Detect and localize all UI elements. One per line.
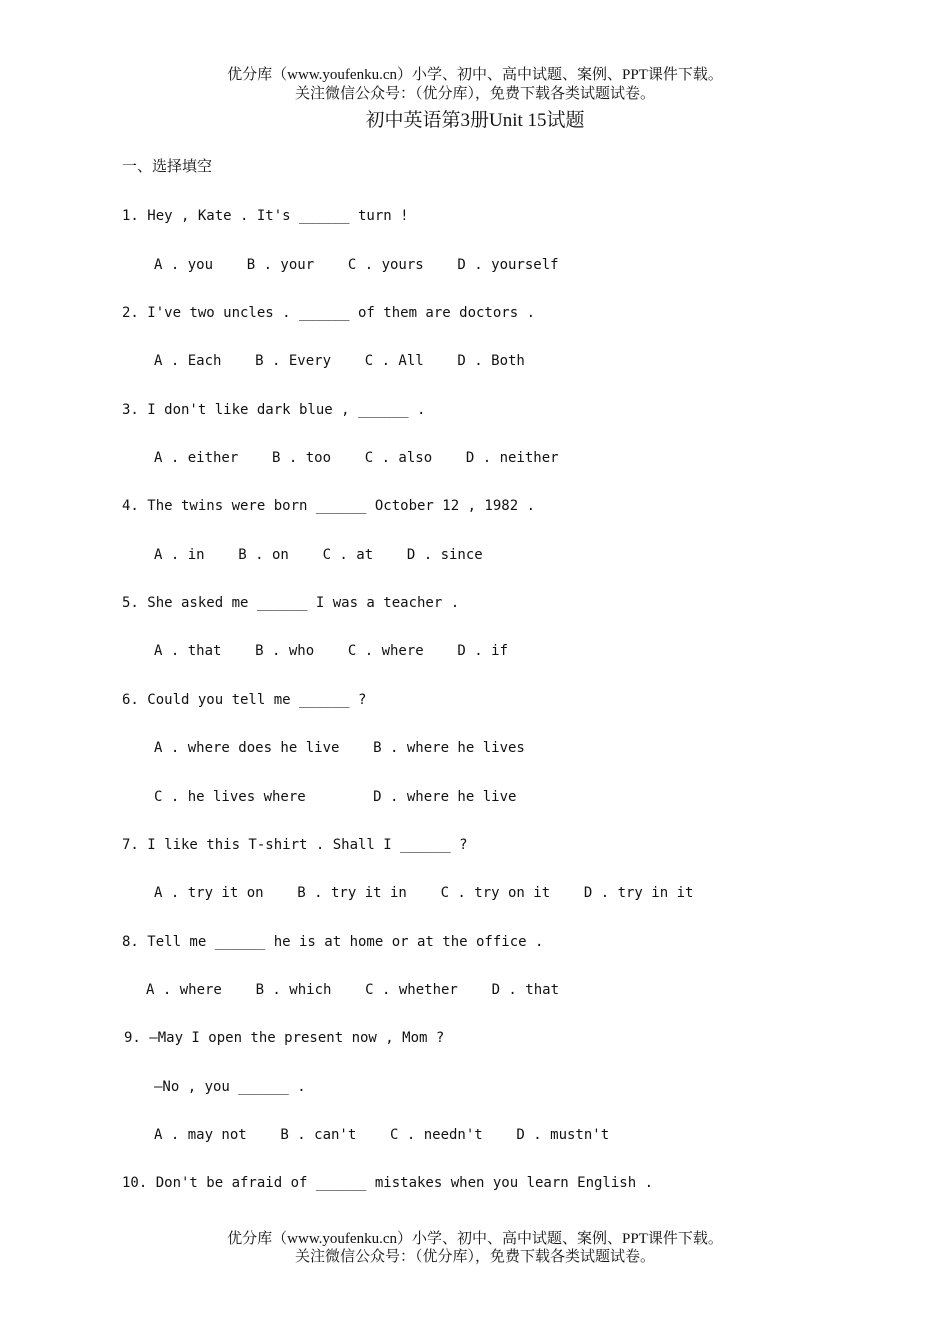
question-6: 6. Could you tell me ______ ? — [122, 692, 367, 708]
options-2: A . Each B . Every C . All D . Both — [154, 353, 525, 369]
question-3: 3. I don't like dark blue , ______ . — [122, 402, 426, 418]
footer-line-1: 优分库（www.youfenku.cn）小学、初中、高中试题、案例、PPT课件下载。 — [227, 1231, 723, 1247]
options-7: A . try it on B . try it in C . try on it D . try in it — [154, 885, 694, 901]
question-4: 4. The twins were born ______ October 12 , 1982 . — [122, 498, 536, 514]
options-1: A . you B . your C . yours D . yourself — [154, 257, 559, 273]
header-line-1: 优分库（www.youfenku.cn）小学、初中、高中试题、案例、PPT课件下载。 — [227, 67, 723, 83]
options-6-row-1: A . where does he live B . where he lives — [154, 740, 525, 756]
options-4: A . in B . on C . at D . since — [154, 547, 483, 563]
question-1: 1. Hey , Kate . It's ______ turn ! — [122, 208, 409, 224]
page-title: 初中英语第3册Unit 15试题 — [365, 110, 585, 131]
options-3: A . either B . too C . also D . neither — [154, 450, 559, 466]
options-6-row-2: C . he lives where D . where he live — [154, 789, 517, 805]
question-10: 10. Don't be afraid of ______ mistakes when you learn English . — [122, 1175, 654, 1191]
options-9: A . may not B . can't C . needn't D . mustn't — [154, 1127, 610, 1143]
question-8: 8. Tell me ______ he is at home or at the office . — [122, 934, 544, 950]
question-9: 9. —May I open the present now , Mom ? — [124, 1030, 445, 1046]
question-5: 5. She asked me ______ I was a teacher . — [122, 595, 460, 611]
options-8: A . where B . which C . whether D . that — [146, 982, 560, 998]
question-2: 2. I've two uncles . ______ of them are doctors . — [122, 305, 536, 321]
section-heading: 一、选择填空 — [122, 159, 213, 175]
options-5: A . that B . who C . where D . if — [154, 643, 509, 659]
question-9-reply: —No , you ______ . — [154, 1079, 306, 1095]
header-line-2: 关注微信公众号：（优分库），免费下载各类试题试卷。 — [294, 86, 655, 102]
footer-line-2: 关注微信公众号：（优分库），免费下载各类试题试卷。 — [294, 1249, 655, 1265]
question-7: 7. I like this T-shirt . Shall I ______ ? — [122, 837, 468, 853]
